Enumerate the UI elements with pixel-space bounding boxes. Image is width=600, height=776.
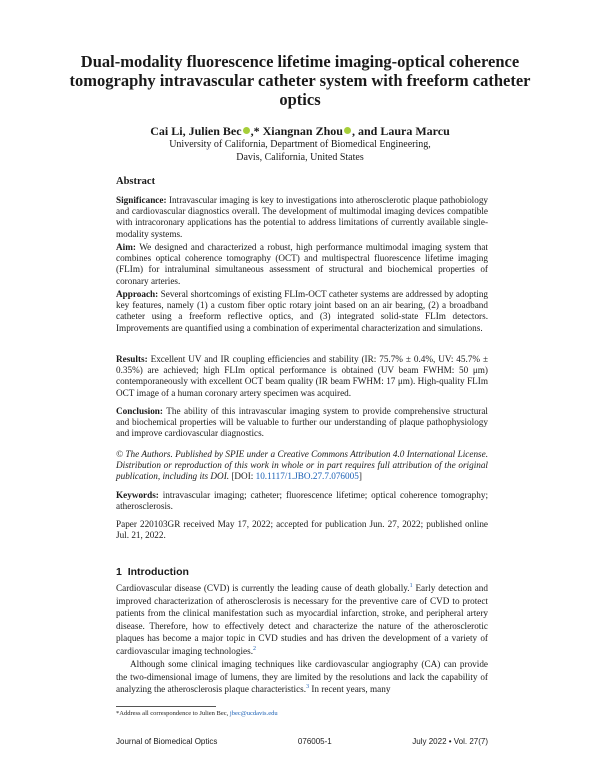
author-name[interactable]: Julien Bec	[188, 124, 242, 138]
corresponding-author-marker: *	[253, 124, 260, 138]
abstract-significance: Significance: Intravascular imaging is key to investigations into atherosclerotic plaque pathobiology and cardiovascular diagnostics overall. The development of multimodal imaging devices compatible with intracoronary applications has the potential to address limitations of currently available single-modality systems.	[116, 195, 489, 239]
doi-link[interactable]: 10.1117/1.JBO.27.7.076005	[255, 471, 359, 482]
journal-name: Journal of Biomedical Optics	[116, 737, 218, 746]
abstract-heading: Abstract	[116, 176, 156, 187]
author-name[interactable]: Cai Li	[150, 124, 183, 138]
paper-title: Dual-modality fluorescence lifetime imaging-optical coherence tomography intravascular catheter system with freeform catheter optics	[69, 52, 531, 109]
abstract-approach: Approach: Several shortcomings of existing FLIm-OCT catheter systems are addressed by adopting key features, namely (1) a custom fiber optic rotary joint based on an air bearing, (2) a broadband catheter using a freeform reflective optics, and (3) integrated solid-state FLIm detectors. Improvements are quantified using a combination of experimental characterization and simulations.	[116, 289, 489, 333]
citation-link[interactable]: 2	[253, 645, 257, 652]
abstract-aim: Aim: We designed and characterized a robust, high performance multimodal imaging system that combines optical coherence tomography (OCT) and multispectral fluorescence lifetime imaging (FLIm) for intraluminal simultaneous assessment of structural and biochemical properties of coronary arteries.	[116, 242, 488, 286]
footnote: *Address all correspondence to Julien Bec, jbec@ucdavis.edu	[116, 710, 278, 717]
page-footer	[116, 737, 488, 746]
section-heading: 1 Introduction	[116, 566, 189, 578]
intro-paragraph-1: Cardiovascular disease (CVD) is currently the leading cause of death globally.$^1$ Early detection and improved characterization of atherosclerosis is necessary for the preventive care of CVD to protect patients from the clinical manifestation such as myocardial infarction, stroke, and peripheral artery disease. Therefore, how to effectively detect and characterize the nature of the atherosclerotic plaques has become a major topic in CVD studies and has driven the development of a variety of cardiovascular imaging technologies.$^2$	[116, 583, 488, 656]
page-number: 076005-1	[297, 737, 332, 746]
keywords: Keywords: intravascular imaging; catheter; fluorescence lifetime; optical coherence tomography; atherosclerosis.	[116, 490, 488, 512]
publication-history: Paper 220103GR received May 17, 2022; accepted for publication Jun. 27, 2022; published online Jul. 21, 2022.	[116, 519, 488, 541]
email-link[interactable]: jbec@ucdavis.edu	[229, 710, 278, 717]
author-name[interactable]: Laura Marcu	[380, 124, 450, 138]
license-statement: © The Authors. Published by SPIE under a Creative Commons Attribution 4.0 International License. Distribution or reproduction of this work in whole or in part requires full attribution of the original publication, including its DOI. [DOI: 10.1117/1.JBO.27.7.076005]	[116, 449, 488, 482]
author-name[interactable]: Xiangnan Zhou	[262, 124, 343, 138]
issue-info: July 2022 • Vol. 27(7)	[412, 737, 488, 746]
intro-paragraph-2: Although some clinical imaging techniques like cardiovascular angiography (CA) can provide the two-dimensional image of lumens, they are limited by the resolutions and lack the capability of analyzing the atherosclerosis plaque characteristics.$^3$ In recent years, many	[116, 659, 488, 695]
affiliation: University of California, Department of Biomedical Engineering, Davis, California, United States	[169, 139, 431, 163]
orcid-icon[interactable]	[243, 127, 250, 134]
abstract-conclusion: Conclusion: The ability of this intravascular imaging system to provide comprehensive structural and biochemical properties will be valuable to further our understanding of plaque pathophysiology and improve cardiovascular diagnostics.	[116, 406, 488, 439]
citation-link[interactable]: 3	[306, 684, 310, 691]
citation-link[interactable]: 1	[409, 583, 413, 589]
author-list: Cai Li, Julien Bec ,* Xiangnan Zhou , and Laura Marcu	[150, 124, 450, 138]
orcid-icon[interactable]	[344, 127, 351, 134]
footnote-divider	[116, 706, 216, 707]
abstract-results: Results: Excellent UV and IR coupling efficiencies and stability (IR: 75.7% ± 0.4%, UV: 45.7% ± 0.35%) are achieved; high FLIm optical performance is obtained (UV beam FWHM: 50 μm) contemporaneously with excellent OCT beam quality (IR beam FWHM: 17 μm). High-quality FLIm OCT image of a human coronary artery specimen was acquired.	[116, 354, 489, 398]
